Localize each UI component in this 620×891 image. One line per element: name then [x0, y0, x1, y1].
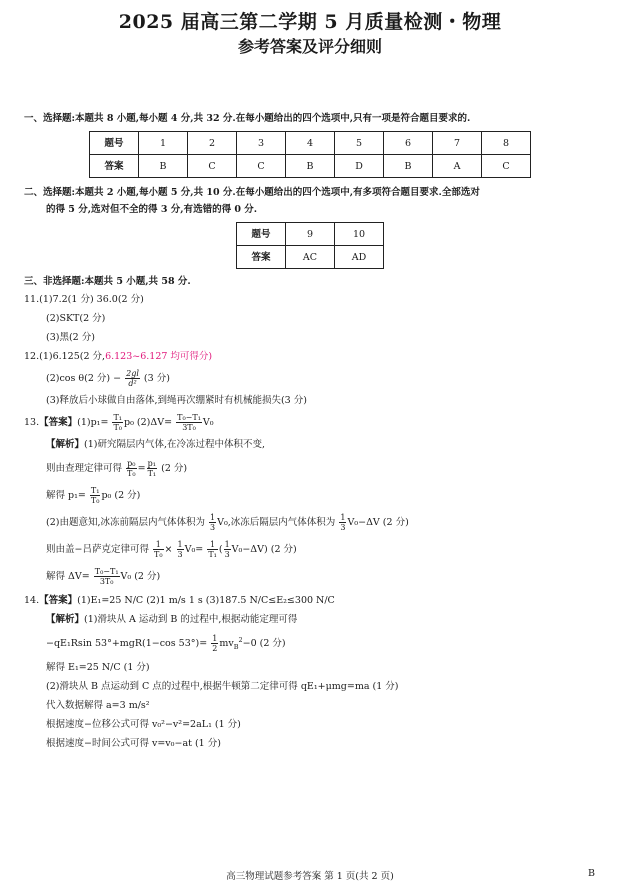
table-cell: C [188, 155, 237, 178]
table-cell: C [237, 155, 286, 178]
fraction: $\frac{1}{\text{T₀}}$ [154, 540, 163, 559]
q11-line2: (2)SKT(2 分) [46, 313, 106, 324]
q14-analysis-line5: 代入数据解得 a=3 m/s² [46, 700, 150, 711]
table-cell: 1 [139, 132, 188, 155]
q13-analysis-line3: 解得 p₁= $\frac{\text{T₁}}{\text{T₀}}$ p₀ (2 分) [46, 486, 141, 505]
table-cell: B [139, 155, 188, 178]
table-cell: AD [335, 246, 384, 269]
document-body [24, 112, 596, 750]
table-cell: 6 [384, 132, 433, 155]
page-subtitle: 参考答案及评分细则 [237, 37, 382, 56]
table-cell: C [482, 155, 531, 178]
q13-analysis-line1: 【解析】(1)研究隔层内气体,在冷冻过程中体积不变, [46, 439, 266, 450]
fraction: $\frac{\text{T₀−T₁}}{\text{3T₀}}$ [177, 413, 201, 432]
q13-answer-line: 13.【答案】(1)p₁= $\frac{\text{T₁}}{\text{T₀}}$ p₀ (2)ΔV= $\frac{\text{T₀−T₁}}{\text{3T₀}}$ V₀ [24, 413, 214, 432]
fraction: $\frac{\text{p₁}}{\text{T₁}}$ [147, 459, 157, 478]
fraction: $\frac{1}{3}$ [177, 540, 183, 559]
q13-analysis-line4: (2)由题意知,冰冻前隔层内气体体积为 $\frac{1}{3}$ V₀,冰冻后隔层内气体体积为 $\frac{1}{3}$ V₀−ΔV (2 分) [46, 513, 409, 532]
row-label: 题号 [237, 223, 286, 246]
fraction: $\frac{1}{3}$ [210, 513, 216, 532]
analysis-tag: 【解析】 [46, 439, 85, 450]
q11-line1: 11.(1)7.2(1 分) 36.0(2 分) [24, 294, 144, 305]
section1-answer-table [89, 131, 531, 178]
fraction: $\frac{\text{T₁}}{\text{T₀}}$ [113, 413, 123, 432]
q13-analysis-line6: 解得 ΔV= $\frac{\text{T₀−T₁}}{\text{3T₀}}$ V₀ (2 分) [46, 567, 161, 586]
table-row [90, 132, 531, 155]
q12-answer-text: 12.(1)6.125(2 分, [24, 351, 106, 362]
table-row [237, 223, 384, 246]
q14-analysis-line3: 解得 E₁=25 N/C (1 分) [46, 662, 150, 673]
table-cell: 4 [286, 132, 335, 155]
table-cell: D [335, 155, 384, 178]
table-cell: AC [286, 246, 335, 269]
row-label: 答案 [237, 246, 286, 269]
q14-analysis-line2: −qE₁Rsin 53°+mgR(1−cos 53°)= $\frac{1}{2}$ $mv_B^2-0$ (2 分) [46, 634, 286, 653]
table-cell: B [286, 155, 335, 178]
table-cell: 8 [482, 132, 531, 155]
section3-heading: 三、非选择题:本题共 5 小题,共 58 分. [24, 276, 191, 287]
q14-analysis-line7: 根据速度−时间公式可得 v=v₀−at (1 分) [46, 738, 221, 749]
table-cell: 5 [335, 132, 384, 155]
q12-part2-score: (3 分) [143, 373, 170, 384]
fraction: $\frac{1}{3}$ [224, 540, 230, 559]
section2-heading-line1: 二、选择题:本题共 2 小题,每小题 5 分,共 10 分.在每小题给出的四个选项中,有多项符合题目要求.全部选对 [24, 187, 480, 198]
table-row [237, 246, 384, 269]
q12-line2 [24, 369, 596, 388]
q13-analysis-line2: 则由查理定律可得 $\frac{\text{p₀}}{\text{T₀}}$ = $\frac{\text{p₁}}{\text{T₁}}$ (2 分) [46, 459, 188, 478]
q13-analysis-line5: 则由盖−吕萨克定律可得 $\frac{1}{\text{T₀}}$ × $\frac{1}{3}$ V₀= $\frac{1}{\text{T₁}}$ ( $\frac{1}{3}$ V₀−ΔV) (2 分) [46, 540, 297, 559]
table-cell: 3 [237, 132, 286, 155]
fraction: $\frac{1}{\text{T₁}}$ [208, 540, 217, 559]
answer-tag: 【答案】 [39, 595, 78, 606]
table-cell: 2 [188, 132, 237, 155]
section2-heading-line2: 的得 5 分,选对但不全的得 3 分,有选错的得 0 分. [46, 204, 258, 215]
q12-range-note: 6.123~6.127 均可得分) [105, 351, 213, 362]
table-cell: 10 [335, 223, 384, 246]
page-title: 2025 届高三第二学期 5 月质量检测・物理 [118, 11, 502, 33]
q11-line3: (3)黑(2 分) [46, 332, 95, 343]
fraction: $\frac{1}{3}$ [340, 513, 346, 532]
q14-analysis-line6: 根据速度−位移公式可得 v₀²−v²=2aL₁ (1 分) [46, 719, 241, 730]
fraction: $\frac{\text{T₁}}{\text{T₀}}$ [90, 486, 100, 505]
section1-heading: 一、选择题:本题共 8 小题,每小题 4 分,共 32 分.在每小题给出的四个选项中,只有一项是符合题目要求的. [24, 113, 471, 124]
fraction: $\frac{\text{p₀}}{\text{T₀}}$ [127, 459, 136, 478]
table-row [90, 155, 531, 178]
q14-analysis-line4: (2)滑块从 B 点运动到 C 点的过程中,根据牛顿第二定律可得 qE₁+μmg=ma (1 分) [46, 681, 399, 692]
table-cell: A [433, 155, 482, 178]
table-cell: B [384, 155, 433, 178]
answer-tag: 【答案】 [39, 417, 78, 428]
fraction: $\frac{1}{2}$ [212, 634, 218, 653]
page-footer: 高三物理试题参考答案 第 1 页(共 2 页) [226, 871, 394, 882]
table-cell: 9 [286, 223, 335, 246]
q14-analysis-line1: 【解析】(1)滑块从 A 运动到 B 的过程中,根据动能定理可得 [46, 614, 298, 625]
q12-part2-text: (2)cos θ(2 分) − [46, 373, 122, 384]
fraction: $\frac{\text{T₀−T₁}}{\text{3T₀}}$ [94, 567, 119, 586]
q14-answer-line: 14.【答案】(1)E₁=25 N/C (2)1 m/s 1 s (3)187.5 N/C≤E₂≤300 N/C [24, 595, 335, 606]
analysis-tag: 【解析】 [46, 614, 85, 625]
paper-version-mark: B [588, 868, 595, 879]
section2-answer-table [236, 222, 384, 269]
q12-fraction: $\frac{2gl}{\text{d²}}$ [126, 369, 139, 388]
row-label: 答案 [90, 155, 139, 178]
row-label: 题号 [90, 132, 139, 155]
q12-line1 [24, 350, 596, 363]
table-cell: 7 [433, 132, 482, 155]
q12-line3: (3)释放后小球做自由落体,到绳再次绷紧时有机械能损失(3 分) [46, 395, 307, 406]
